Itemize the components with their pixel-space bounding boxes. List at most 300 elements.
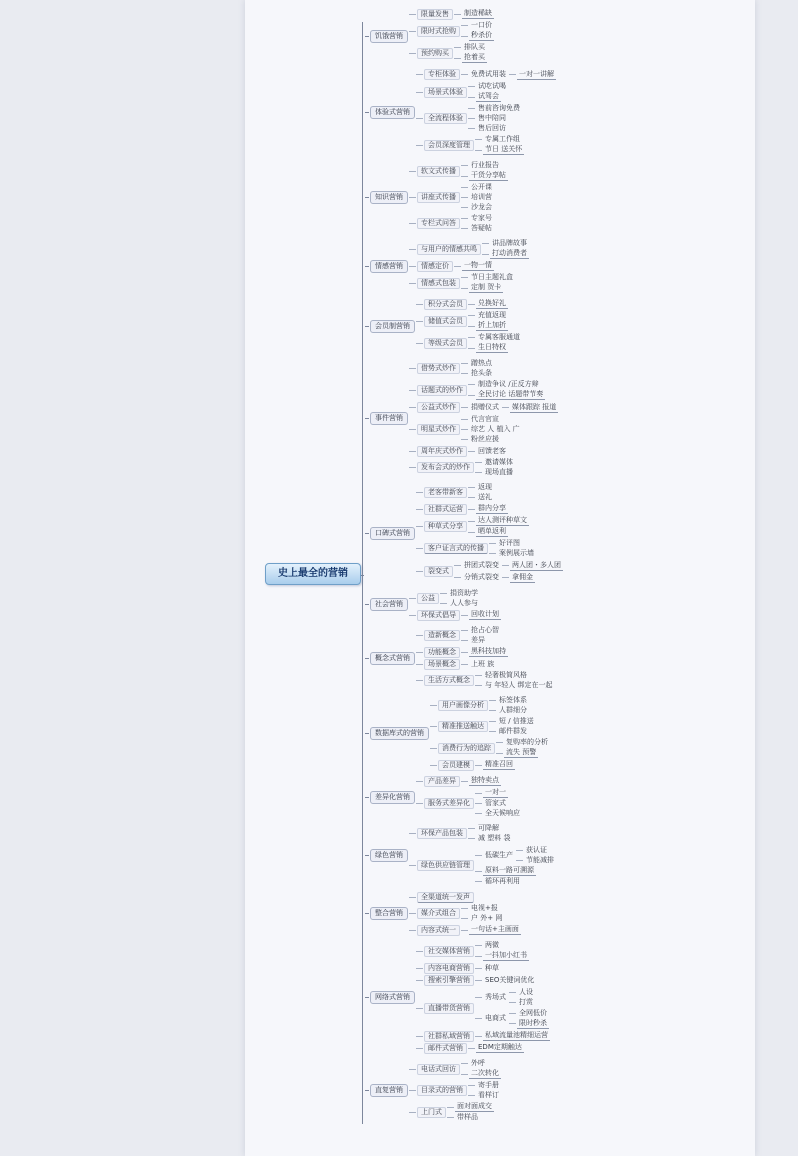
mindmap-node-level-2 [408, 239, 529, 260]
node-label[interactable]: 标签体系 [499, 696, 527, 704]
mindmap-node-level-3 [460, 626, 501, 635]
node-label[interactable]: 公益 [417, 593, 439, 604]
node-label[interactable]: 专属客服通道 [478, 333, 520, 341]
node-children [501, 572, 535, 583]
node-label[interactable]: 媒介式组合 [417, 908, 460, 919]
mindmap-node-level-2 [429, 717, 550, 737]
mindmap-node-level-3 [474, 976, 536, 985]
node-label[interactable]: 储值式会员 [424, 316, 467, 327]
node-label[interactable]: 一抖加小红书 [485, 951, 527, 959]
mindmap-node-level-2 [415, 104, 556, 134]
node-label[interactable]: 培训营 [471, 193, 492, 201]
node-children [467, 311, 508, 332]
node-label[interactable]: 网络式营销 [370, 991, 415, 1004]
node-children [467, 1043, 524, 1054]
mindmap-node-level-1 [365, 160, 563, 234]
node-label[interactable]: 复购率的分析 [506, 738, 548, 746]
node-label[interactable]: 排队买 [464, 43, 485, 51]
node-label[interactable]: 明星式炒作 [417, 424, 460, 435]
node-label[interactable]: 专栏式问答 [417, 218, 460, 229]
node-label[interactable]: EDM定期触达 [478, 1043, 522, 1051]
node-label[interactable]: 软文式传播 [417, 166, 460, 177]
node-children [474, 975, 536, 985]
node-label[interactable]: 客户证言式的传播 [424, 543, 488, 554]
node-label[interactable]: 短 / 信推送 [499, 717, 534, 725]
node-label[interactable]: 用户画像分析 [438, 700, 488, 711]
node-label[interactable]: 减 塑料 袋 [478, 834, 511, 842]
node-label[interactable]: 好评图 [499, 539, 520, 547]
node-label[interactable]: 蹭热点 [471, 359, 492, 367]
mindmap-node-level-2 [408, 273, 529, 294]
node-label[interactable]: 社群式运营 [424, 504, 467, 515]
node-label[interactable]: 兑换好礼 [478, 299, 506, 307]
node-label[interactable]: 上班 族 [471, 659, 495, 668]
node-label[interactable]: 低碳生产 [485, 850, 513, 859]
node-label[interactable]: 制造争议 /正反方辩 [478, 380, 539, 388]
mindmap-node-level-3 [474, 681, 554, 690]
node-label[interactable]: 粉丝应援 [471, 435, 499, 443]
mindmap-node-level-3 [474, 877, 556, 886]
node-label[interactable]: 流失 预警 [506, 748, 537, 756]
node-label[interactable]: 生日特权 [478, 343, 506, 351]
mindmap-node-level-2 [415, 626, 554, 646]
mindmap-node-level-3 [460, 21, 494, 30]
node-label[interactable]: 话题式的炒作 [417, 385, 467, 396]
node-label[interactable]: 外呼 [471, 1059, 485, 1067]
mindmap-node-level-2 [408, 183, 508, 213]
mindmap-node-level-3 [460, 161, 508, 170]
node-label[interactable]: 一句话+主画面 [471, 925, 519, 933]
node-label[interactable]: 专属工作组 [485, 135, 520, 143]
node-label[interactable]: 情感营销 [370, 260, 408, 273]
mindmap-node-level-2 [408, 415, 558, 445]
node-label[interactable]: 等级式会员 [424, 338, 467, 349]
node-label[interactable]: 全民讨论 话题带节奏 [478, 390, 544, 398]
mindmap-node-level-1 [365, 482, 563, 584]
node-label[interactable]: 两微 [485, 941, 499, 949]
node-label[interactable]: 综艺 人 植入 广 [471, 425, 520, 433]
node-children [453, 9, 494, 20]
node-label[interactable]: 群内分享 [478, 504, 506, 512]
mindmap-node-level-2 [408, 589, 501, 609]
node-label[interactable]: 寄手册 [478, 1081, 499, 1089]
node-children [446, 1102, 494, 1123]
node-label[interactable]: 差异 [471, 636, 485, 644]
node-children [460, 626, 501, 646]
node-label[interactable]: 打动消费者 [492, 249, 527, 257]
node-label[interactable]: 数据库式的营销 [370, 727, 429, 740]
mindmap-node-level-1 [365, 588, 563, 621]
node-label[interactable]: 周年庆式炒作 [417, 446, 467, 457]
node-label[interactable]: 社交媒体营销 [424, 946, 474, 957]
node-children [453, 560, 563, 584]
node-label[interactable]: 限时式抢购 [417, 26, 460, 37]
node-label[interactable]: 送礼 [478, 493, 492, 501]
node-label[interactable]: 情感定价 [417, 261, 453, 272]
mindmap-node-level-3 [488, 696, 529, 705]
node-label[interactable]: 生活方式概念 [424, 675, 474, 686]
node-children [460, 359, 494, 379]
mindmap-node-level-3 [481, 239, 529, 248]
node-children [474, 987, 549, 1030]
node-label[interactable]: 口碑式营销 [370, 527, 415, 540]
mindmap-node-level-3 [495, 748, 550, 758]
node-label[interactable]: 节日 送关怀 [485, 145, 523, 153]
mindmap-node-level-1 [365, 695, 563, 771]
mindmap-node-level-3 [460, 224, 494, 233]
mindmap-node-level-1 [365, 775, 563, 819]
node-label[interactable]: 行业报告 [471, 161, 499, 169]
node-label[interactable]: SEO关键词优化 [485, 975, 535, 984]
node-label[interactable]: 邮件式营销 [424, 1043, 467, 1054]
mindmap-node-level-2 [408, 446, 558, 457]
node-label[interactable]: 上门式 [417, 1107, 446, 1118]
mindmap-node-level-3 [467, 504, 508, 514]
node-label[interactable]: 制造稀缺 [464, 9, 492, 17]
node-label[interactable]: 获认证 [526, 845, 547, 854]
node-label[interactable]: 抢着买 [464, 53, 485, 61]
node-label[interactable]: 公开课 [471, 183, 492, 191]
node-children [460, 647, 508, 658]
node-label[interactable]: 售前咨询免费 [478, 104, 520, 112]
node-label[interactable]: 与用户的情感共鸣 [417, 244, 481, 255]
node-label[interactable]: 媒体跟踪 报道 [512, 402, 557, 411]
node-children [460, 21, 494, 42]
mindmap-node-level-2 [415, 975, 550, 986]
node-label[interactable]: 会员深度管理 [424, 140, 474, 151]
node-label[interactable]: 原料一路可溯源 [485, 866, 534, 874]
node-label[interactable]: 老客带新客 [424, 487, 467, 498]
mindmap-node-level-3 [474, 458, 515, 467]
node-children [408, 238, 529, 294]
node-children [474, 845, 556, 887]
mindmap-node-level-3 [460, 214, 494, 223]
mindmap-node-level-2 [415, 963, 550, 974]
mindmap-node-level-3 [467, 834, 512, 843]
mindmap-node-level-2 [408, 1081, 501, 1101]
node-label[interactable]: 讲座式传播 [417, 192, 460, 203]
mindmap-node-level-1 [365, 940, 563, 1054]
node-children [488, 539, 536, 559]
mindmap-node-level-3 [460, 1069, 501, 1079]
node-label[interactable]: 带样品 [457, 1113, 478, 1121]
node-label[interactable]: 电视+报 [471, 904, 498, 912]
node-label[interactable]: 干货分享帖 [471, 171, 506, 179]
node-label[interactable]: 电商式 [485, 1014, 506, 1022]
node-children [415, 482, 563, 584]
node-label[interactable]: 与 年轻人 绑定在一起 [485, 681, 553, 689]
mindmap-node-level-3 [488, 549, 536, 558]
node-children [408, 588, 501, 621]
mindmap-node-level-3 [453, 43, 487, 52]
mindmap-node-level-2 [408, 925, 521, 936]
mindmap-node-level-4 [508, 70, 556, 80]
mindmap-node-level-2 [415, 516, 563, 538]
mindmap-node-level-3 [460, 660, 496, 669]
node-label[interactable]: 黑科技加持 [471, 647, 506, 655]
node-children [408, 823, 556, 887]
node-children [508, 987, 535, 1007]
mindmap-node-level-3 [474, 1008, 549, 1029]
node-label[interactable]: 绿色营销 [370, 849, 408, 862]
mindmap-node-level-2 [408, 892, 521, 903]
node-label[interactable]: 公益式炒作 [417, 402, 460, 413]
mindmap-node-level-3 [481, 249, 529, 259]
node-label[interactable]: 晒单返利 [478, 527, 506, 535]
mindmap-node-level-3 [453, 53, 487, 63]
node-label[interactable]: 预约购买 [417, 48, 453, 59]
node-children [460, 402, 558, 414]
node-label[interactable]: 精准召回 [485, 760, 513, 768]
node-children [467, 299, 508, 310]
mindmap-node-level-1 [365, 238, 563, 294]
node-children [429, 695, 550, 771]
node-children [415, 775, 522, 819]
node-label[interactable]: 免费试用装 [471, 70, 506, 78]
mindmap-node-level-1 [365, 68, 563, 156]
node-label[interactable]: 环保式倡导 [417, 610, 460, 621]
node-children [467, 446, 508, 456]
node-label[interactable]: 限时秒杀 [519, 1018, 547, 1027]
mindmap-node-level-2 [429, 760, 550, 771]
node-label[interactable]: 发布会式的炒作 [417, 462, 474, 473]
node-children [460, 610, 501, 621]
mindmap-node-level-3 [488, 706, 529, 715]
node-children [415, 940, 550, 1054]
node-label[interactable]: 一对一 [485, 788, 506, 796]
mindmap-node-level-3 [460, 415, 522, 424]
node-children [460, 183, 494, 213]
node-label[interactable]: 循环再利用 [485, 877, 520, 885]
node-label[interactable]: 分销式裂变 [464, 573, 499, 581]
node-label[interactable]: 环保产品包装 [417, 828, 467, 839]
node-label[interactable]: 限量发售 [417, 9, 453, 20]
node-label[interactable]: 概念式营销 [370, 652, 415, 665]
mindmap-node-level-2 [415, 560, 563, 584]
node-label[interactable]: 代言官宣 [471, 415, 499, 423]
mindmap-node-level-3 [460, 31, 494, 41]
mindmap-node-level-3 [467, 104, 522, 113]
mindmap-node-level-3 [474, 809, 522, 818]
node-label[interactable]: 内容式统一 [417, 925, 460, 936]
node-label[interactable]: 轻奢极简风格 [485, 671, 527, 679]
node-label[interactable]: 讲品牌故事 [492, 239, 527, 247]
node-label[interactable]: 抢头条 [471, 369, 492, 377]
node-label[interactable]: 场景概念 [424, 659, 460, 670]
node-label[interactable]: 捐资助学 [450, 589, 478, 597]
node-label[interactable]: 定制 贺卡 [471, 283, 502, 291]
mindmap-node-level-4 [501, 561, 563, 571]
node-label[interactable]: 电话式回访 [417, 1064, 460, 1075]
node-label[interactable]: 二次转化 [471, 1069, 499, 1077]
node-children [474, 135, 524, 156]
mindmap-node-level-2 [408, 610, 501, 621]
node-label[interactable]: 搜索引擎营销 [424, 975, 474, 986]
node-label[interactable]: 裂变式 [424, 566, 453, 577]
node-label[interactable]: 一对一讲解 [519, 69, 554, 78]
node-label[interactable]: 人人参与 [450, 599, 478, 607]
node-label[interactable]: 打赏 [519, 997, 533, 1006]
node-label[interactable]: 种草 [485, 963, 499, 972]
node-label[interactable]: 会员建模 [438, 760, 474, 771]
node-label[interactable]: 试吃试喝 [478, 82, 506, 90]
node-children [474, 941, 529, 962]
mindmap-node-level-2 [415, 311, 522, 332]
node-label[interactable]: 节日主题礼盒 [471, 273, 513, 281]
mindmap-node-level-3 [474, 951, 529, 961]
node-children [474, 458, 515, 478]
mindmap-node-level-2 [415, 941, 550, 962]
node-label[interactable]: 折上加折 [478, 321, 506, 329]
node-label[interactable]: 返现 [478, 483, 492, 491]
mindmap-node-level-3 [460, 636, 501, 645]
node-label[interactable]: 专家号 [471, 214, 492, 222]
mindmap-node-level-3 [467, 390, 545, 400]
node-children [481, 239, 529, 260]
node-label[interactable]: 饥饿营销 [370, 30, 408, 43]
node-label[interactable]: 知识营销 [370, 191, 408, 204]
mindmap-node-level-3 [446, 1113, 494, 1122]
node-label[interactable]: 沙龙会 [471, 203, 492, 211]
mindmap-node-level-3 [460, 283, 515, 293]
node-label[interactable]: 回馈老客 [478, 446, 506, 455]
mindmap-node-level-3 [467, 447, 508, 456]
node-children [408, 8, 494, 64]
mindmap-node-level-3 [460, 369, 494, 378]
node-label[interactable]: 产品差异 [424, 776, 460, 787]
mindmap-node-level-3 [474, 987, 549, 1007]
node-label[interactable]: 全渠道统一发声 [417, 892, 474, 903]
node-children [508, 69, 556, 80]
mindmap-node-level-3 [474, 866, 556, 876]
mindmap-node-level-3 [467, 824, 512, 833]
node-label[interactable]: 精准推送触达 [438, 721, 488, 732]
node-label[interactable]: 达人测评种草文 [478, 516, 527, 524]
node-label[interactable]: 管家式 [485, 799, 506, 807]
node-label[interactable]: 情感式包装 [417, 278, 460, 289]
node-label[interactable]: 专柜体验 [424, 69, 460, 80]
node-label[interactable]: 全网低价 [519, 1008, 547, 1017]
node-label[interactable]: 功能概念 [424, 647, 460, 658]
node-label[interactable]: 积分式会员 [424, 299, 467, 310]
node-label[interactable]: 案例展示墙 [499, 549, 534, 557]
mindmap-node-level-2 [415, 333, 522, 354]
node-label[interactable]: 会员制营销 [370, 320, 415, 333]
node-children [460, 904, 504, 924]
mindmap-root-node[interactable]: 史上最全的营销 [265, 563, 361, 585]
mindmap-node-level-4 [501, 403, 558, 413]
mindmap-node-level-3 [495, 738, 550, 747]
mindmap-node-level-1 [365, 298, 563, 354]
node-label[interactable]: 邀请媒体 [485, 458, 513, 466]
node-label[interactable]: 服务式差异化 [424, 798, 474, 809]
mindmap-node-level-3 [453, 9, 494, 19]
node-label[interactable]: 人群细分 [499, 706, 527, 714]
node-children [439, 589, 480, 609]
mindmap-node-level-3 [467, 1043, 524, 1053]
node-children [453, 261, 494, 272]
node-label[interactable]: 直播带货营销 [424, 1003, 474, 1014]
node-label[interactable]: 充值返现 [478, 311, 506, 319]
node-children [460, 1059, 501, 1080]
node-label[interactable]: 邮件群发 [499, 727, 527, 735]
node-label[interactable]: 一物一情 [464, 261, 492, 269]
node-label[interactable]: 面对面成交 [457, 1102, 492, 1110]
node-label[interactable]: 内容电商营销 [424, 963, 474, 974]
mindmap-node-level-2 [429, 738, 550, 759]
node-label[interactable]: 消费行为的追踪 [438, 743, 495, 754]
node-label[interactable]: 造新概念 [424, 630, 460, 641]
node-label[interactable]: 整合营销 [370, 907, 408, 920]
node-label[interactable]: 秀场式 [485, 992, 506, 1001]
node-label[interactable]: 全流程体验 [424, 113, 467, 124]
node-label[interactable]: 独特卖点 [471, 776, 499, 784]
node-label[interactable]: 户 外+ 网 [471, 914, 503, 922]
mindmap-node-level-2 [408, 359, 558, 379]
node-children [460, 925, 521, 936]
node-label[interactable]: 种草式分享 [424, 521, 467, 532]
mindmap-node-level-1 [365, 8, 563, 64]
node-label[interactable]: 借势式炒作 [417, 363, 460, 374]
node-label[interactable]: 秒杀价 [471, 31, 492, 39]
node-label[interactable]: 直复营销 [370, 1084, 408, 1097]
node-children [460, 415, 522, 445]
node-label[interactable]: 答疑帖 [471, 224, 492, 232]
node-label[interactable]: 人设 [519, 987, 533, 996]
node-label[interactable]: 节能减排 [526, 855, 554, 864]
mindmap-node-level-2 [408, 824, 556, 844]
node-label[interactable]: 社群私域营销 [424, 1031, 474, 1042]
node-label[interactable]: 差异化营销 [370, 791, 415, 804]
node-label[interactable]: 售中陪同 [478, 114, 506, 122]
node-children [467, 1081, 501, 1101]
node-label[interactable]: 看样订 [478, 1091, 499, 1099]
node-label[interactable]: 一口价 [471, 21, 492, 29]
mindmap-node-level-2 [408, 402, 558, 414]
node-label[interactable]: 目录式的营销 [417, 1085, 467, 1096]
mindmap-node-level-3 [460, 402, 558, 413]
node-label[interactable]: 现场直播 [485, 468, 513, 476]
mindmap-node-level-3 [474, 1031, 550, 1041]
mindmap-node-level-3 [439, 599, 480, 608]
node-children [467, 104, 522, 134]
mindmap-node-level-2 [429, 696, 550, 716]
mindmap-node-level-2 [408, 261, 529, 272]
node-label[interactable]: 拿佣金 [512, 572, 533, 581]
node-label[interactable]: 两人团・多人团 [512, 560, 561, 569]
node-label[interactable]: 拼团式裂变 [464, 561, 499, 569]
node-label[interactable]: 事件营销 [370, 412, 408, 425]
node-label[interactable]: 捐赠仪式 [471, 403, 499, 411]
node-label[interactable]: 可降解 [478, 824, 499, 832]
node-label[interactable]: 回收计划 [471, 610, 499, 618]
node-label[interactable]: 私域流量池精细运营 [485, 1031, 548, 1039]
mindmap-node-level-3 [467, 299, 508, 309]
mindmap-node-level-2 [415, 539, 563, 559]
mindmap-node-level-2 [415, 647, 554, 658]
mindmap-node-level-3 [453, 560, 563, 571]
node-label[interactable]: 社会营销 [370, 598, 408, 611]
node-label[interactable]: 抢占心智 [471, 626, 499, 634]
node-label[interactable]: 全天候响应 [485, 809, 520, 817]
node-label[interactable]: 试驾会 [478, 92, 499, 100]
mindmap-node-level-4 [508, 988, 535, 997]
node-label[interactable]: 场景式体验 [424, 87, 467, 98]
mindmap-node-level-2 [415, 483, 563, 503]
node-label[interactable]: 绿色供应链管理 [417, 860, 474, 871]
node-label[interactable]: 体验式营销 [370, 106, 415, 119]
node-label[interactable]: 售后回访 [478, 124, 506, 132]
